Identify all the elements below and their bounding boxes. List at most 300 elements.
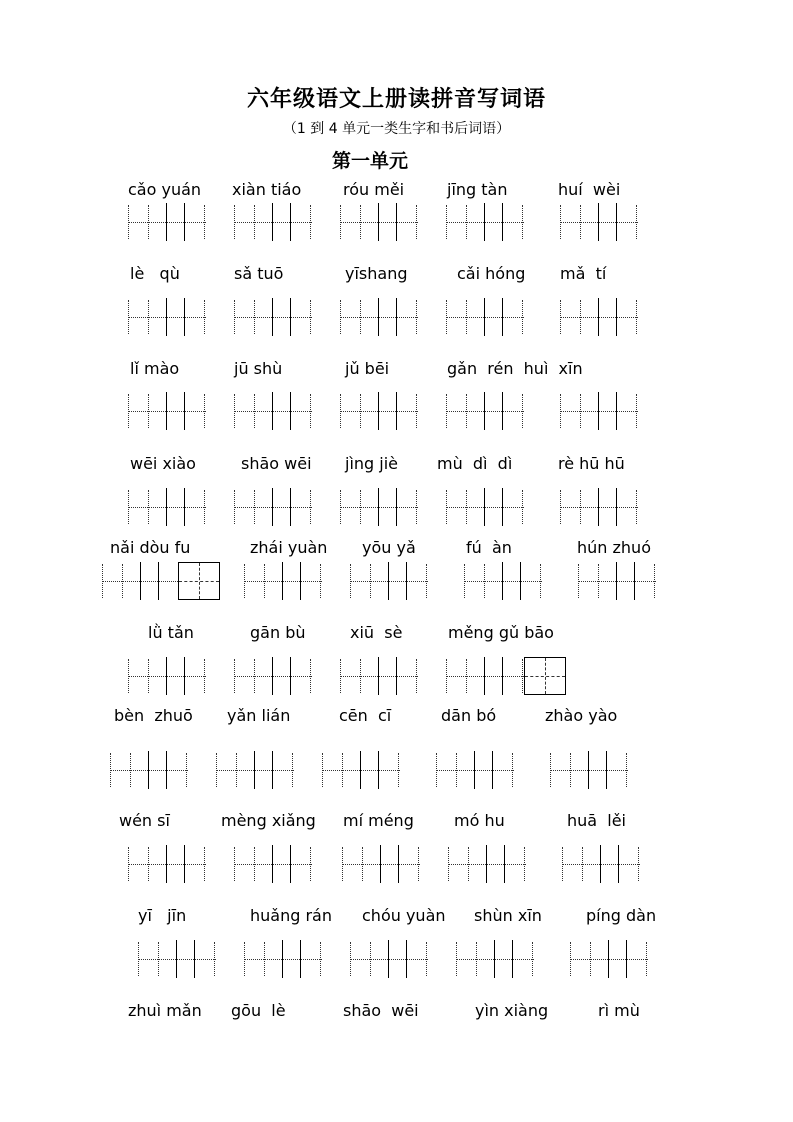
writing-grid[interactable] [464, 562, 542, 600]
grid-dotted-line [128, 847, 129, 881]
grid-solid-line [378, 657, 379, 695]
pinyin-item: wēi xiào [130, 454, 196, 473]
grid-solid-line [396, 392, 397, 430]
grid-dotted-line [138, 942, 139, 976]
grid-guideline [446, 507, 524, 508]
grid-dotted-line [578, 564, 579, 598]
grid-dotted-line [360, 490, 361, 524]
grid-guideline [102, 581, 180, 582]
grid-solid-line [184, 298, 185, 336]
grid-guideline [216, 770, 294, 771]
writing-grid[interactable] [340, 657, 418, 695]
grid-dotted-line [484, 564, 485, 598]
pinyin-item: dān bó [441, 706, 497, 725]
grid-solid-line [378, 203, 379, 241]
writing-grid[interactable] [244, 940, 322, 978]
grid-guideline [234, 222, 312, 223]
writing-grid[interactable] [234, 657, 312, 695]
grid-solid-line [272, 657, 273, 695]
pinyin-item: cēn cī [339, 706, 392, 725]
grid-solid-line [184, 657, 185, 695]
grid-dotted-line [466, 490, 467, 524]
grid-solid-line [502, 562, 503, 600]
writing-grid[interactable] [234, 845, 312, 883]
writing-grid[interactable] [234, 488, 312, 526]
writing-grid[interactable] [128, 657, 206, 695]
pinyin-item: yī jīn [138, 906, 187, 925]
writing-grid[interactable] [446, 203, 524, 241]
grid-solid-line [616, 203, 617, 241]
pinyin-item: jīng tàn [447, 180, 508, 199]
grid-solid-line [634, 562, 635, 600]
grid-dotted-line [254, 205, 255, 239]
grid-dotted-line [254, 394, 255, 428]
grid-dotted-line [204, 490, 205, 524]
grid-solid-line [166, 392, 167, 430]
grid-dotted-line [148, 490, 149, 524]
grid-solid-line [520, 562, 521, 600]
pinyin-item: měng gǔ bāo [448, 623, 554, 642]
writing-grid[interactable] [128, 845, 206, 883]
grid-solid-line [502, 488, 503, 526]
writing-grid[interactable] [560, 488, 638, 526]
grid-solid-line [588, 751, 589, 789]
grid-solid-line [598, 392, 599, 430]
grid-dotted-line [360, 205, 361, 239]
grid-dotted-line [340, 300, 341, 334]
grid-guideline [350, 581, 428, 582]
grid-guideline [560, 222, 638, 223]
grid-solid-line [598, 203, 599, 241]
grid-dotted-line [236, 753, 237, 787]
pinyin-item: yǎn lián [227, 706, 291, 725]
pinyin-item: lǜ tǎn [148, 623, 194, 642]
writing-grid[interactable] [322, 751, 400, 789]
grid-guideline [244, 581, 322, 582]
grid-dotted-line [598, 564, 599, 598]
grid-dotted-line [562, 847, 563, 881]
grid-solid-line [598, 298, 599, 336]
grid-dotted-line [560, 300, 561, 334]
grid-dotted-line [310, 205, 311, 239]
grid-dotted-line [570, 753, 571, 787]
grid-solid-line [378, 488, 379, 526]
pinyin-item: rè hū hū [558, 454, 625, 473]
writing-grid[interactable] [550, 751, 628, 789]
grid-dotted-line [446, 659, 447, 693]
writing-grid[interactable] [234, 203, 312, 241]
grid-guideline [340, 222, 418, 223]
grid-guideline [110, 770, 188, 771]
grid-solid-line [184, 203, 185, 241]
writing-grid[interactable] [128, 203, 206, 241]
pinyin-item: fú àn [466, 538, 512, 557]
grid-dotted-line [158, 942, 159, 976]
grid-dotted-line [426, 942, 427, 976]
writing-grid[interactable] [340, 298, 418, 336]
grid-guideline [446, 222, 524, 223]
grid-solid-line [388, 940, 389, 978]
grid-dotted-line [416, 300, 417, 334]
grid-dotted-line [522, 205, 523, 239]
grid-dotted-line [340, 490, 341, 524]
grid-dotted-line [446, 490, 447, 524]
grid-solid-line [166, 845, 167, 883]
pinyin-item: yōu yǎ [362, 538, 416, 557]
pinyin-item: chóu yuàn [362, 906, 446, 925]
pinyin-item: lǐ mào [130, 359, 180, 378]
pinyin-item: mù dì dì [437, 454, 513, 473]
grid-dotted-line [310, 847, 311, 881]
page-title: 六年级语文上册读拼音写词语 [246, 87, 546, 112]
grid-solid-line [502, 298, 503, 336]
writing-grid[interactable] [244, 562, 322, 600]
grid-dotted-line [322, 753, 323, 787]
pinyin-item: shāo wēi [241, 454, 312, 473]
grid-dotted-line [254, 490, 255, 524]
grid-guideline [234, 676, 312, 677]
grid-dotted-line [340, 659, 341, 693]
grid-dotted-line [446, 394, 447, 428]
writing-grid[interactable] [446, 298, 524, 336]
grid-dotted-line [370, 564, 371, 598]
grid-guideline [446, 317, 524, 318]
grid-dotted-line [654, 564, 655, 598]
writing-grid-box[interactable] [178, 562, 220, 600]
grid-guideline [560, 317, 638, 318]
page-subtitle: （1 到 4 单元一类生字和书后词语） [282, 121, 511, 137]
writing-grid[interactable] [102, 562, 180, 600]
grid-dotted-line [418, 847, 419, 881]
pinyin-item: zhào yào [545, 706, 618, 725]
grid-solid-line [166, 203, 167, 241]
grid-dotted-line [426, 564, 427, 598]
writing-grid[interactable] [448, 845, 526, 883]
pinyin-item: nǎi dòu fu [110, 538, 191, 557]
grid-dotted-line [582, 847, 583, 881]
pinyin-item: mèng xiǎng [221, 811, 316, 830]
grid-solid-line [272, 488, 273, 526]
writing-grid[interactable] [128, 298, 206, 336]
pinyin-item: shāo wēi [343, 1001, 419, 1020]
grid-dotted-line [522, 490, 523, 524]
pinyin-item: yìn xiàng [475, 1001, 549, 1020]
grid-solid-line [494, 940, 495, 978]
grid-dotted-line [130, 753, 131, 787]
grid-guideline [234, 507, 312, 508]
writing-grid[interactable] [342, 845, 420, 883]
pinyin-item: rì mù [598, 1001, 640, 1020]
writing-grid[interactable] [340, 392, 418, 430]
grid-solid-line [166, 751, 167, 789]
grid-dotted-line [580, 490, 581, 524]
grid-solid-line [502, 392, 503, 430]
grid-solid-line [616, 562, 617, 600]
grid-solid-line [484, 203, 485, 241]
writing-grid[interactable] [340, 203, 418, 241]
grid-dotted-line [416, 205, 417, 239]
grid-solid-line [484, 488, 485, 526]
grid-dotted-line [234, 394, 235, 428]
writing-grid[interactable] [128, 392, 206, 430]
grid-solid-line [388, 562, 389, 600]
pinyin-item: huǎng rán [250, 906, 332, 925]
pinyin-item: shùn xīn [474, 906, 542, 925]
grid-solid-line [300, 940, 301, 978]
writing-grid[interactable] [570, 940, 648, 978]
grid-guideline [128, 411, 206, 412]
grid-guideline [448, 864, 526, 865]
pinyin-item: huā lěi [567, 811, 626, 830]
grid-solid-line [272, 298, 273, 336]
grid-dotted-line [310, 659, 311, 693]
grid-dotted-line [446, 300, 447, 334]
writing-grid[interactable] [560, 392, 638, 430]
grid-dotted-line [580, 300, 581, 334]
pinyin-item: xiàn tiáo [232, 180, 302, 199]
pinyin-item: yīshang [345, 264, 408, 283]
grid-dotted-line [204, 300, 205, 334]
grid-dotted-line [204, 847, 205, 881]
grid-solid-line [290, 657, 291, 695]
grid-guideline [128, 507, 206, 508]
grid-solid-line [158, 562, 159, 600]
grid-solid-line [272, 392, 273, 430]
grid-dotted-line [148, 659, 149, 693]
grid-dotted-line [446, 205, 447, 239]
grid-guideline [350, 959, 428, 960]
grid-dotted-line [522, 394, 523, 428]
grid-guideline [340, 317, 418, 318]
grid-dotted-line [340, 205, 341, 239]
grid-dotted-line [398, 753, 399, 787]
grid-guideline [234, 864, 312, 865]
writing-grid[interactable] [138, 940, 216, 978]
pinyin-item: mí méng [343, 811, 414, 830]
writing-grid[interactable] [456, 940, 534, 978]
grid-solid-line [290, 845, 291, 883]
grid-guideline [234, 317, 312, 318]
grid-solid-line [272, 751, 273, 789]
writing-grid[interactable] [436, 751, 514, 789]
grid-dotted-line [512, 753, 513, 787]
grid-dotted-line [560, 490, 561, 524]
grid-dotted-line [310, 300, 311, 334]
grid-solid-line [396, 298, 397, 336]
grid-dotted-line [532, 942, 533, 976]
grid-dotted-line [254, 847, 255, 881]
grid-solid-line [290, 298, 291, 336]
grid-guideline [138, 959, 216, 960]
grid-solid-line [184, 488, 185, 526]
grid-solid-line [380, 845, 381, 883]
grid-dotted-line [456, 753, 457, 787]
grid-dotted-line [476, 942, 477, 976]
grid-dotted-line [370, 942, 371, 976]
grid-dotted-line [360, 394, 361, 428]
pinyin-item: cǎi hóng [457, 264, 526, 283]
grid-guideline [322, 770, 400, 771]
grid-dotted-line [148, 300, 149, 334]
grid-dotted-line [310, 394, 311, 428]
writing-grid[interactable] [560, 298, 638, 336]
grid-solid-line [474, 751, 475, 789]
writing-grid[interactable] [446, 657, 524, 695]
writing-grid[interactable] [340, 488, 418, 526]
grid-dotted-line [636, 300, 637, 334]
grid-solid-line [290, 203, 291, 241]
grid-solid-line [484, 392, 485, 430]
writing-grid-box[interactable] [524, 657, 566, 695]
grid-solid-line [290, 488, 291, 526]
grid-solid-line [176, 940, 177, 978]
grid-solid-line [502, 203, 503, 241]
grid-dotted-line [128, 490, 129, 524]
grid-solid-line [184, 392, 185, 430]
grid-dotted-line [580, 205, 581, 239]
grid-dotted-line [320, 564, 321, 598]
writing-grid[interactable] [446, 488, 524, 526]
pinyin-item: zhuì mǎn [128, 1001, 202, 1020]
grid-solid-line [512, 940, 513, 978]
grid-guideline [128, 676, 206, 677]
grid-dotted-line [464, 564, 465, 598]
pinyin-item: hún zhuó [577, 538, 651, 557]
writing-grid[interactable] [350, 940, 428, 978]
grid-dotted-line [646, 942, 647, 976]
grid-solid-line [484, 298, 485, 336]
grid-guideline [340, 507, 418, 508]
grid-guideline [340, 411, 418, 412]
grid-solid-line [166, 657, 167, 695]
grid-dotted-line [362, 847, 363, 881]
grid-solid-line [598, 488, 599, 526]
writing-grid[interactable] [562, 845, 640, 883]
pinyin-item: wén sī [119, 811, 170, 830]
writing-box[interactable] [178, 562, 220, 600]
writing-grid[interactable] [128, 488, 206, 526]
grid-solid-line [618, 845, 619, 883]
grid-dotted-line [122, 564, 123, 598]
writing-grid[interactable] [446, 392, 524, 430]
writing-grid[interactable] [560, 203, 638, 241]
grid-guideline [340, 676, 418, 677]
grid-dotted-line [416, 490, 417, 524]
grid-dotted-line [110, 753, 111, 787]
grid-solid-line [148, 751, 149, 789]
grid-dotted-line [466, 394, 467, 428]
grid-solid-line [492, 751, 493, 789]
pinyin-item: mó hu [454, 811, 505, 830]
pinyin-item: gān bù [250, 623, 306, 642]
grid-guideline [562, 864, 640, 865]
grid-dotted-line [264, 942, 265, 976]
grid-dotted-line [416, 659, 417, 693]
grid-guideline [446, 411, 524, 412]
grid-solid-line [378, 392, 379, 430]
grid-dotted-line [638, 847, 639, 881]
grid-guideline [244, 959, 322, 960]
grid-dotted-line [342, 753, 343, 787]
grid-dotted-line [466, 659, 467, 693]
grid-dotted-line [416, 394, 417, 428]
grid-guideline [550, 770, 628, 771]
grid-dotted-line [148, 205, 149, 239]
grid-dotted-line [244, 942, 245, 976]
grid-guideline [446, 676, 524, 677]
grid-dotted-line [636, 394, 637, 428]
grid-guideline [342, 864, 420, 865]
writing-grid[interactable] [234, 392, 312, 430]
pinyin-item: zhái yuàn [250, 538, 328, 557]
unit-heading: 第一单元 [332, 150, 409, 172]
pinyin-item: huí wèi [558, 180, 621, 199]
grid-dotted-line [570, 942, 571, 976]
grid-dotted-line [204, 205, 205, 239]
grid-solid-line [502, 657, 503, 695]
grid-dotted-line [310, 490, 311, 524]
writing-grid[interactable] [216, 751, 294, 789]
grid-solid-line [616, 392, 617, 430]
grid-dotted-line [186, 753, 187, 787]
grid-dotted-line [436, 753, 437, 787]
pinyin-item: jǔ bēi [345, 359, 390, 378]
grid-dotted-line [636, 490, 637, 524]
grid-solid-line [282, 562, 283, 600]
grid-solid-line [600, 845, 601, 883]
grid-dotted-line [590, 942, 591, 976]
grid-solid-line [616, 298, 617, 336]
grid-guideline [560, 411, 638, 412]
grid-guideline [128, 864, 206, 865]
grid-dotted-line [128, 300, 129, 334]
grid-dotted-line [342, 847, 343, 881]
grid-dotted-line [524, 847, 525, 881]
grid-dotted-line [214, 942, 215, 976]
writing-grid[interactable] [110, 751, 188, 789]
grid-dotted-line [128, 659, 129, 693]
grid-dotted-line [636, 205, 637, 239]
grid-dotted-line [350, 564, 351, 598]
grid-solid-line [406, 940, 407, 978]
grid-solid-line [194, 940, 195, 978]
pinyin-item: jìng jiè [345, 454, 399, 473]
writing-box[interactable] [524, 657, 566, 695]
writing-grid[interactable] [350, 562, 428, 600]
grid-dotted-line [360, 300, 361, 334]
grid-dotted-line [244, 564, 245, 598]
grid-solid-line [608, 940, 609, 978]
grid-solid-line [272, 845, 273, 883]
grid-dotted-line [540, 564, 541, 598]
grid-guideline [128, 222, 206, 223]
grid-solid-line [626, 940, 627, 978]
writing-grid[interactable] [578, 562, 656, 600]
grid-guideline [570, 959, 648, 960]
grid-solid-line [360, 751, 361, 789]
grid-solid-line [254, 751, 255, 789]
grid-solid-line [484, 657, 485, 695]
grid-dotted-line [550, 753, 551, 787]
writing-grid[interactable] [234, 298, 312, 336]
pinyin-item: gōu lè [231, 1001, 286, 1020]
grid-dotted-line [254, 300, 255, 334]
grid-dotted-line [580, 394, 581, 428]
grid-solid-line [396, 203, 397, 241]
grid-dotted-line [204, 394, 205, 428]
grid-dotted-line [254, 659, 255, 693]
pinyin-item: cǎo yuán [128, 180, 202, 199]
